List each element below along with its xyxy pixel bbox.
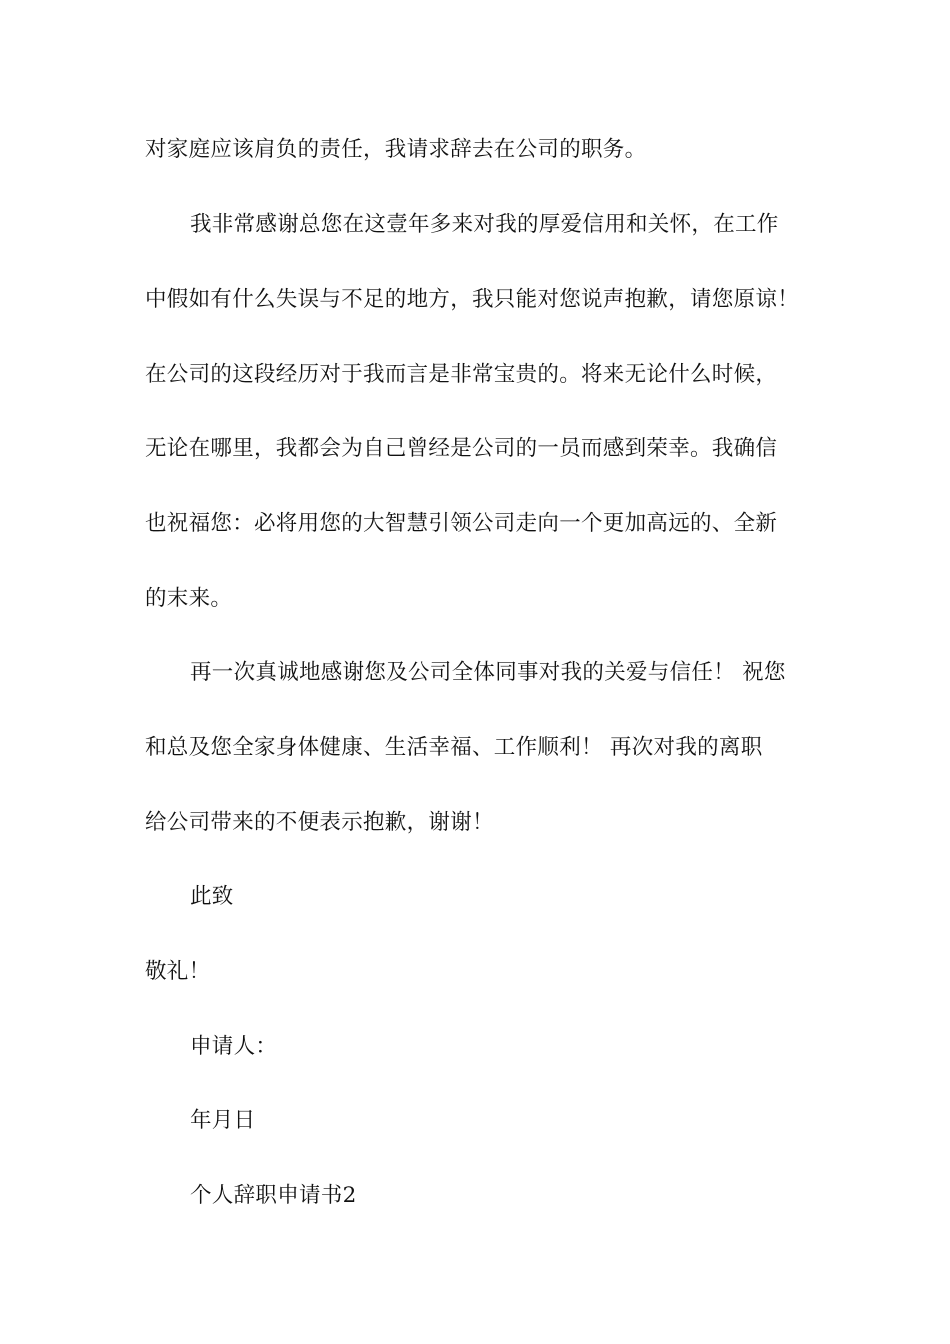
body-line-7: 的末来。 [145,586,233,611]
body-line-2: 我非常感谢总您在这壹年多来对我的厚爱信用和关怀，在工作 [190,212,779,237]
date-label: 年月日 [190,1108,256,1133]
body-line-8: 再一次真诚地感谢您及公司全体同事对我的关爱与信任！ 祝您 [190,660,786,685]
applicant-label: 申请人： [190,1034,278,1059]
closing-regards: 敬礼！ [145,959,211,984]
body-line-10: 给公司带来的不便表示抱歉，谢谢！ [145,810,494,835]
body-line-4: 在公司的这段经历对于我而言是非常宝贵的。将来无论什么时候， [145,362,778,387]
body-line-3: 中假如有什么失误与不足的地方，我只能对您说声抱歉，请您原谅！ [145,287,800,312]
closing-salutation: 此致 [190,884,234,909]
body-line-5: 无论在哪里，我都会为自己曾经是公司的一员而感到荣幸。我确信 [145,436,778,461]
body-line-1: 对家庭应该肩负的责任，我请求辞去在公司的职务。 [145,137,647,162]
body-line-9: 和总及您全家身体健康、生活幸福、工作顺利！ 再次对我的离职 [145,735,763,760]
section-heading: 个人辞职申请书2 [190,1183,357,1208]
body-line-6: 也祝福您：必将用您的大智慧引领公司走向一个更加高远的、全新 [145,511,778,536]
